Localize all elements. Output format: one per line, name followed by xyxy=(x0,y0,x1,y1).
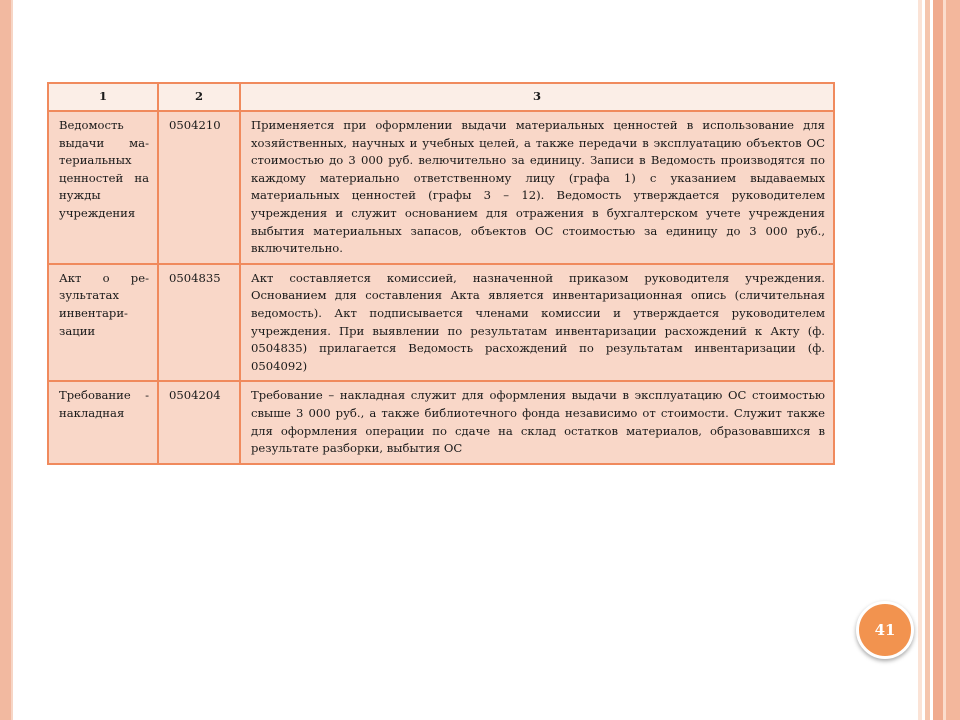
form-code: 0504204 xyxy=(158,381,240,463)
document-description: Акт составляется комиссией, назначенной приказом руководителя учреждения. Основанием для составления Акта является инвентаризационная опись (сличительная ведомость). Акт подписывается членами комиссии и утверждается руководителем учреждения. При выявлении по результатам инвентаризации расхождений к Акту (ф. 0504835) прилагается Ведомость расхождений по результатам инвентаризации (ф. 0504092) xyxy=(240,264,834,382)
form-code: 0504835 xyxy=(158,264,240,382)
column-header-1: 1 xyxy=(48,83,158,111)
left-decorative-stripe-edge xyxy=(11,0,13,720)
right-decorative-bands xyxy=(918,0,960,720)
column-header-2: 2 xyxy=(158,83,240,111)
table-header-row xyxy=(48,83,834,111)
left-decorative-stripe xyxy=(0,0,11,720)
document-name: Ведомость выдачи ма-териальных ценностей на нужды учреждения xyxy=(48,111,158,264)
document-name: Требование - накладная xyxy=(48,381,158,463)
column-header-3: 3 xyxy=(240,83,834,111)
right-band xyxy=(933,0,943,720)
document-name: Акт о ре-зультатах инвентари-зации xyxy=(48,264,158,382)
page-number-badge: 41 xyxy=(856,601,914,659)
table-row xyxy=(48,381,834,463)
documents-table xyxy=(47,82,835,465)
document-description: Применяется при оформлении выдачи материальных ценностей в использование для хозяйственных, научных и учебных целей, а также передачи в эксплуатацию объектов ОС стоимостью до 3 000 руб. велючительно за единицу. Записи в Ведомость производятся по каждому материально ответственному лицу (графа 1) с указанием выдаваемых материальных ценностей (графы 3 – 12). Ведомость утверждается руководителем учреждения и служит основанием для отражения в бухгалтерском учете учреждения выбытия материальных запасов, объектов ОС стоимостью за единицу до 3 000 руб., включительно. xyxy=(240,111,834,264)
document-description: Требование – накладная служит для оформления выдачи в эксплуатацию ОС стоимостью свыше 3 000 руб., а также библиотечного фонда независимо от стоимости. Служит также для оформления операции по сдаче на склад остатков материалов, образовавшихся в результате разборки, выбытия ОС xyxy=(240,381,834,463)
right-band xyxy=(946,0,960,720)
form-code: 0504210 xyxy=(158,111,240,264)
table-row xyxy=(48,111,834,264)
table-row xyxy=(48,264,834,382)
